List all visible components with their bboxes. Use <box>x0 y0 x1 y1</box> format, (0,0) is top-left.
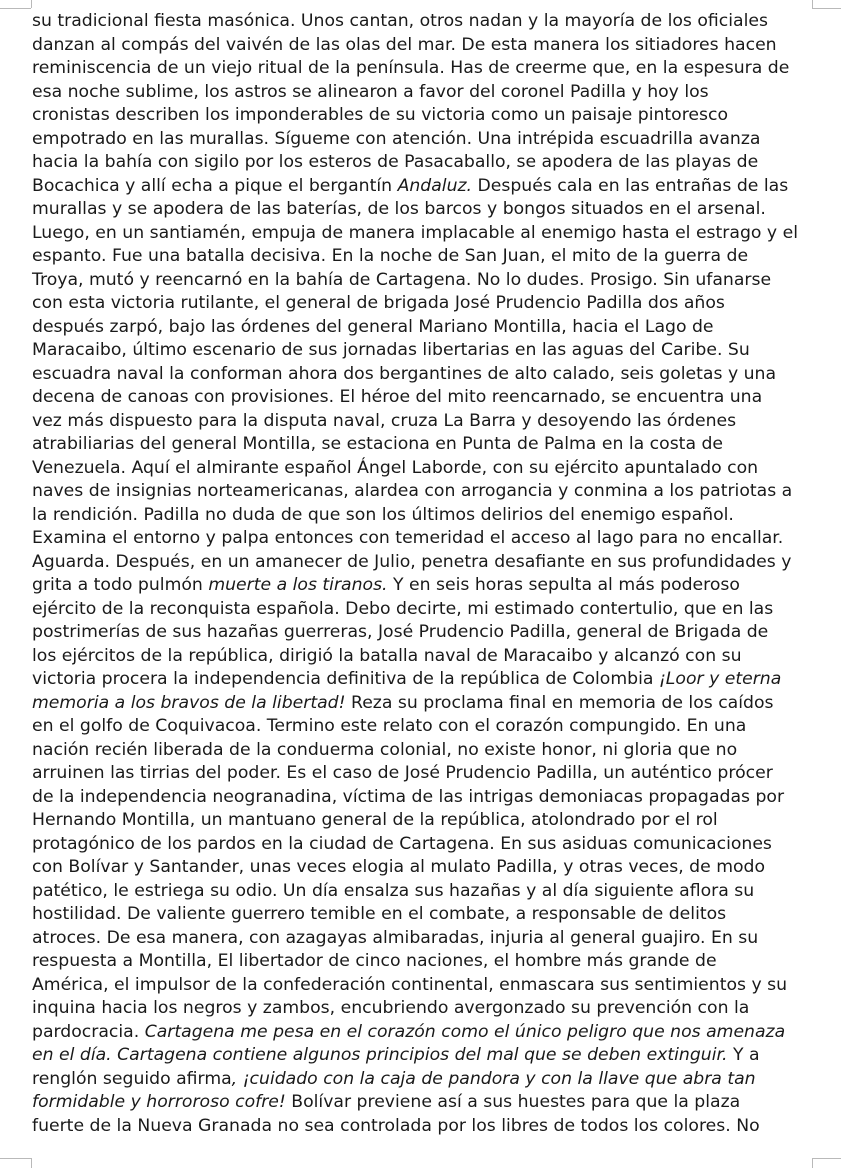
text-line <box>32 950 810 974</box>
italic-text: formidable y horroroso cofre! <box>32 1092 286 1112</box>
italic-text: muerte a los tiranos. <box>208 575 388 595</box>
text-line <box>32 551 810 575</box>
text-line <box>32 81 810 105</box>
text-segment: escuadra naval la conforman ahora dos bergantines de alto calado, seis goletas y una <box>32 363 777 384</box>
text-line <box>32 997 810 1021</box>
text-segment: espanto. Fue una batalla decisiva. En la noche de San Juan, el mito de la guerra de <box>32 246 749 266</box>
crop-mark-top-right <box>812 0 813 8</box>
text-line <box>32 433 810 457</box>
text-segment: nación recién liberada de la conduerma colonial, no existe honor, ni gloria que no <box>32 739 738 760</box>
crop-mark-top-left <box>31 0 32 8</box>
text-segment: de la independencia neogranadina, víctima de las intrigas demoniacas propagadas por <box>32 786 785 807</box>
text-segment: Bocachica y allí echa a pique el bergantín <box>32 175 398 196</box>
text-line <box>32 363 810 387</box>
crop-mark-bottom-left <box>31 1158 32 1168</box>
text-segment: hacia la bahía con sigilo por los esteros de Pasacaballo, se apodera de las playas de <box>32 152 759 172</box>
text-segment: Aguarda. Después, en un amanecer de Julio, penetra desafiante en sus profundidades y <box>32 551 792 572</box>
text-line <box>32 198 810 222</box>
italic-text: Andaluz. <box>397 175 473 196</box>
text-segment: ejército de la reconquista española. Debo decirte, mi estimado contertulio, que en las <box>32 598 774 619</box>
text-segment: atrabiliarias del general Montilla, se estaciona en Punta de Palma en la costa de <box>32 434 724 454</box>
text-line <box>32 1044 810 1068</box>
text-segment: Maracaibo, último escenario de sus jornadas libertarias en las aguas del Caribe. Su <box>32 340 750 360</box>
text-line <box>32 245 810 269</box>
text-segment: Después cala en las entrañas de las <box>472 175 789 196</box>
text-segment: naves de insignias norteamericanas, alardea con arrogancia y conmina a los patriotas a <box>32 481 793 501</box>
italic-text: Cartagena me pesa en el corazón como el único peligro que nos amenaza <box>144 1021 786 1042</box>
text-segment: Luego, en un santiamén, empuja de manera implacable al enemigo hasta el estrago y el <box>32 222 798 243</box>
text-segment: después zarpó, bajo las órdenes del general Mariano Montilla, hacia el Lago de <box>32 316 714 337</box>
text-segment: América, el impulsor de la confederación continental, enmascara sus sentimientos y su <box>32 974 788 995</box>
text-segment: su tradicional fiesta masónica. Unos cantan, otros nadan y la mayoría de los oficiales <box>32 11 768 31</box>
text-line <box>32 1068 810 1092</box>
body-text <box>32 10 812 1138</box>
text-segment: victoria procera la independencia definitiva de la república de Colombia <box>32 669 659 689</box>
italic-text: en el día. Cartagena contiene algunos principios del mal que se deben extinguir. <box>32 1045 728 1065</box>
text-segment: inquina hacia los negros y zambos, encubriendo avergonzado su prevención con la <box>32 998 750 1018</box>
text-line <box>32 339 810 363</box>
text-segment: murallas y se apodera de las baterías, de los barcos y bongos situados en el arsenal. <box>32 199 766 219</box>
text-line <box>32 410 810 434</box>
text-line <box>32 457 810 481</box>
text-line <box>32 809 810 833</box>
text-segment: postrimerías de sus hazañas guerreras, José Prudencio Padilla, general de Brigada de <box>32 622 769 642</box>
text-segment: Venezuela. Aquí el almirante español Ángel Laborde, con su ejército apuntalado con <box>32 457 759 478</box>
text-line <box>32 574 810 598</box>
text-line <box>32 786 810 810</box>
text-segment: en el golfo de Coquivacoa. Termino este relato con el corazón compungido. En una <box>32 716 747 736</box>
text-segment: grita a todo pulmón <box>32 575 209 595</box>
text-line <box>32 903 810 927</box>
text-segment: decena de canoas con provisiones. El héroe del mito reencarnado, se encuentra una <box>32 387 763 407</box>
text-line <box>32 1091 810 1115</box>
text-line <box>32 527 810 551</box>
text-segment: Y a <box>727 1045 760 1065</box>
text-line <box>32 880 810 904</box>
text-line <box>32 269 810 293</box>
text-segment: Bolívar previene así a sus huestes para que la plaza <box>285 1092 741 1112</box>
text-line <box>32 715 810 739</box>
text-line <box>32 10 810 34</box>
text-segment: protagónico de los pardos en la ciudad de Cartagena. En sus asiduas comunicaciones <box>32 833 772 854</box>
text-segment: patético, le estriega su odio. Un día ensalza sus hazañas y al día siguiente aflora su <box>32 880 755 901</box>
text-line <box>32 104 810 128</box>
text-segment: Reza su proclama final en memoria de los caídos <box>345 692 774 713</box>
text-segment: vez más dispuesto para la disputa naval, cruza La Barra y desoyendo las órdenes <box>32 410 737 431</box>
text-line <box>32 1021 810 1045</box>
text-segment: con Bolívar y Santander, unas veces elogia al mulato Padilla, y otras veces, de modo <box>32 857 766 877</box>
text-line <box>32 222 810 246</box>
text-line <box>32 762 810 786</box>
crop-mark-top-left <box>0 8 31 9</box>
text-line <box>32 386 810 410</box>
italic-text: memoria a los bravos de la libertad! <box>32 692 346 713</box>
text-segment: la rendición. Padilla no duda de que son los últimos delirios del enemigo español. <box>32 504 734 525</box>
text-segment: hostilidad. De valiente guerrero temible en el combate, a responsable de delitos <box>32 904 727 924</box>
text-line <box>32 34 810 58</box>
text-segment: Y en seis horas sepulta al más poderoso <box>387 575 740 595</box>
text-segment: Troya, mutó y reencarnó en la bahía de Cartagena. No lo dudes. Prosigo. Sin ufanarse <box>32 269 772 290</box>
text-line <box>32 480 810 504</box>
text-line <box>32 645 810 669</box>
text-line <box>32 692 810 716</box>
crop-mark-bottom-right <box>812 1158 841 1159</box>
text-segment: danzan al compás del vaivén de las olas del mar. De esta manera los sitiadores hacen <box>32 34 777 55</box>
text-line <box>32 621 810 645</box>
text-line <box>32 292 810 316</box>
text-line <box>32 927 810 951</box>
text-segment: Examina el entorno y palpa entonces con temeridad el acceso al lago para no encallar. <box>32 528 784 548</box>
text-segment: arruinen las tirrias del poder. Es el caso de José Prudencio Padilla, un auténtico prócer <box>32 763 773 783</box>
text-segment: pardocracia. <box>32 1021 145 1042</box>
italic-text: , ¡cuidado con la caja de pandora y con la llave que abra tan <box>231 1068 756 1089</box>
text-line <box>32 316 810 340</box>
crop-mark-bottom-right <box>812 1158 813 1168</box>
text-line <box>32 57 810 81</box>
text-segment: fuerte de la Nueva Granada no sea controlada por los libres de todos los colores. No <box>32 1115 760 1136</box>
text-line <box>32 856 810 880</box>
text-segment: con esta victoria rutilante, el general de brigada José Prudencio Padilla dos años <box>32 293 725 313</box>
text-segment: reminiscencia de un viejo ritual de la península. Has de creerme que, en la espesura de <box>32 58 790 78</box>
text-segment: esa noche sublime, los astros se alinearon a favor del coronel Padilla y hoy los <box>32 81 709 102</box>
crop-mark-bottom-left <box>0 1158 31 1159</box>
text-line <box>32 151 810 175</box>
text-line <box>32 128 810 152</box>
italic-text: ¡Loor y eterna <box>658 669 782 689</box>
text-segment: los ejércitos de la república, dirigió la batalla naval de Maracaibo y alcanzó con su <box>32 645 742 666</box>
crop-mark-top-right <box>812 8 841 9</box>
text-segment: cronistas describen los imponderables de su victoria como un paisaje pintoresco <box>32 105 729 125</box>
text-segment: renglón seguido afirma <box>32 1068 232 1089</box>
text-line <box>32 598 810 622</box>
text-line <box>32 1115 810 1139</box>
text-segment: Hernando Montilla, un mantuano general de la república, atolondrado por el rol <box>32 810 718 830</box>
text-segment: atroces. De esa manera, con azagayas almibaradas, injuria al general guajiro. En su <box>32 927 759 948</box>
text-line <box>32 833 810 857</box>
text-line <box>32 668 810 692</box>
text-line <box>32 974 810 998</box>
text-segment: empotrado en las murallas. Sígueme con atención. Una intrépida escuadrilla avanza <box>32 128 761 149</box>
text-line <box>32 175 810 199</box>
text-segment: respuesta a Montilla, El libertador de cinco naciones, el hombre más grande de <box>32 951 717 971</box>
text-line <box>32 739 810 763</box>
text-line <box>32 504 810 528</box>
